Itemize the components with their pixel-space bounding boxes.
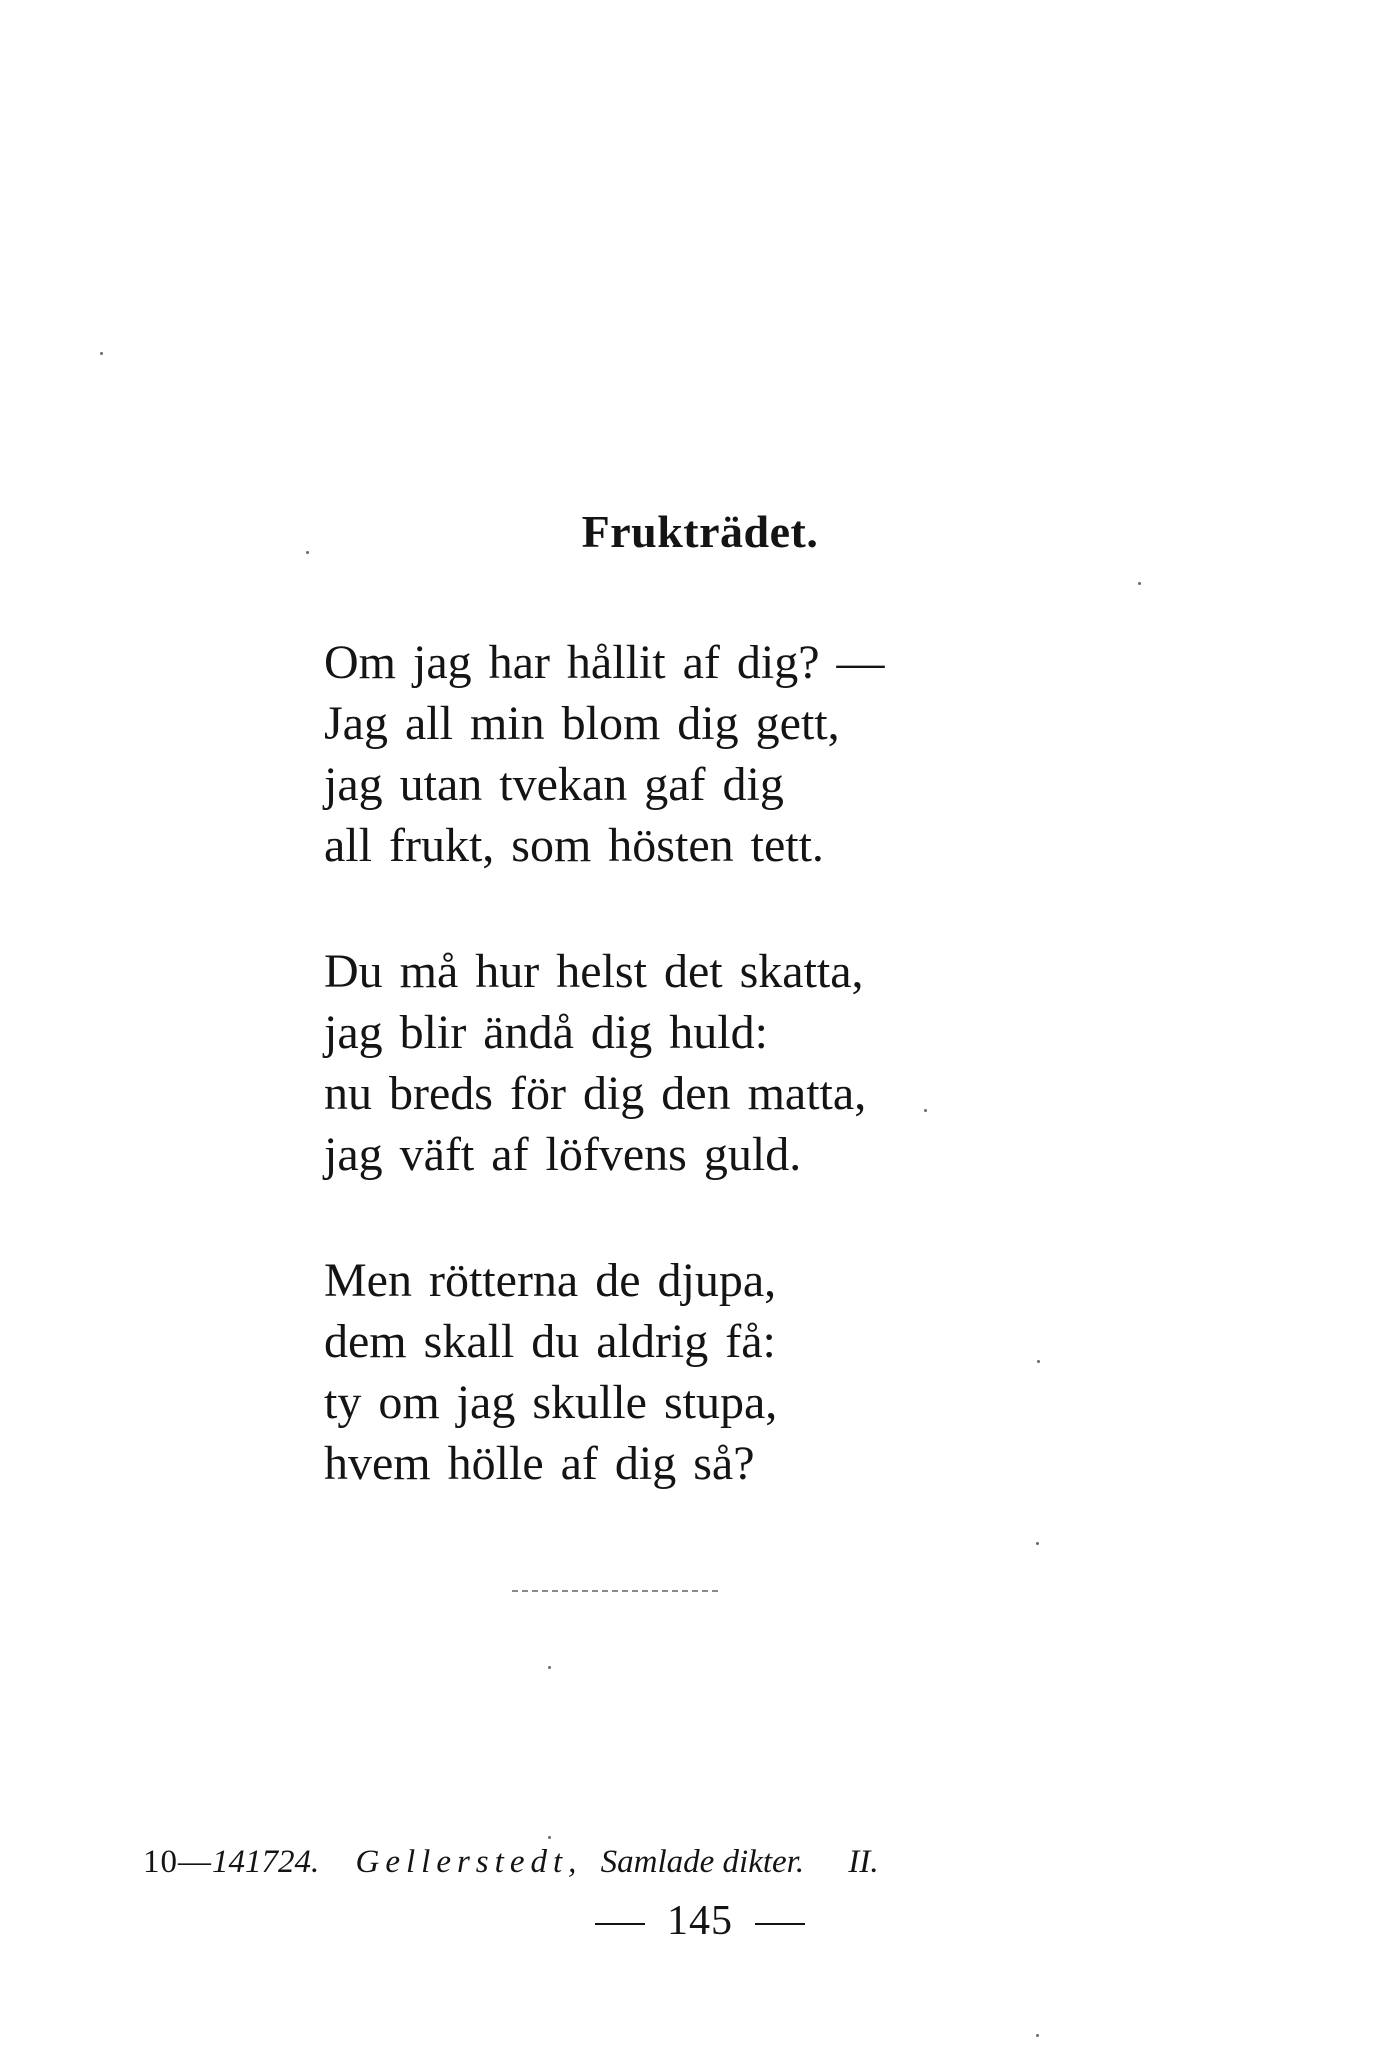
print-speck [548, 1836, 551, 1839]
signature-number: 10— [143, 1844, 212, 1880]
footer-work-title: Samlade dikter. [600, 1844, 805, 1880]
poem-line: all frukt, som hösten tett. [324, 819, 824, 872]
end-divider [512, 1590, 718, 1592]
poem-line: ty om jag skulle stupa, [324, 1376, 778, 1429]
poem-line: Jag all min blom dig gett, [324, 697, 840, 750]
print-speck [1138, 582, 1141, 585]
poem-line: hvem hölle af dig så? [324, 1437, 755, 1490]
poem-line: dem skall du aldrig få: [324, 1315, 776, 1368]
print-speck [1037, 1360, 1040, 1363]
print-speck [1036, 2034, 1039, 2037]
print-speck [100, 352, 103, 355]
footer-volume: II. [848, 1844, 879, 1880]
poem-line: jag blir ändå dig huld: [324, 1006, 768, 1059]
poem-stanza [324, 632, 885, 876]
footer-author: Gellerstedt, [355, 1844, 583, 1880]
poem-line: Men rötterna de djupa, [324, 1254, 777, 1307]
poem-title: Frukträdet. [581, 506, 819, 557]
print-speck [924, 1109, 927, 1112]
print-speck [1036, 1542, 1039, 1545]
page-number: 145 [667, 1898, 733, 1944]
poem-stanza [324, 941, 866, 1185]
poem-line: nu breds för dig den matta, [324, 1067, 867, 1120]
dash-left [595, 1923, 645, 1925]
poem-stanza [324, 1250, 777, 1494]
poem-line: jag utan tvekan gaf dig [324, 758, 784, 811]
poem-line: Om jag har hållit af dig? — [324, 636, 885, 689]
poem-line: jag väft af löfvens guld. [324, 1128, 802, 1181]
print-speck [548, 1666, 551, 1669]
dash-right [755, 1923, 805, 1925]
poem-line: Du må hur helst det skatta, [324, 945, 864, 998]
print-number: 141724. [212, 1844, 320, 1880]
printer-signature-line [143, 1844, 879, 1881]
page-number-line [0, 1897, 1400, 1945]
